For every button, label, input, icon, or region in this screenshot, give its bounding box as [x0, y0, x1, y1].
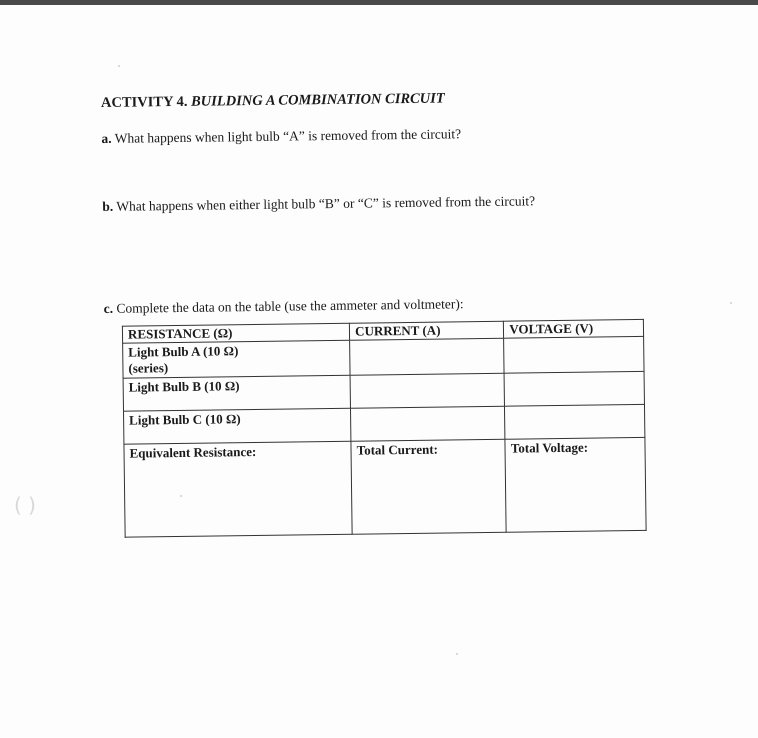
- question-text: Complete the data on the table (use the ammeter and voltmeter):: [116, 296, 464, 316]
- question-c: [104, 296, 464, 317]
- activity-heading: [101, 90, 445, 111]
- bulb-a-label: Light Bulb A (10 Ω): [128, 343, 239, 360]
- question-letter: a.: [101, 130, 112, 146]
- voltage-cell[interactable]: [504, 371, 644, 406]
- bulb-c-label: Light Bulb C (10 Ω): [124, 408, 352, 444]
- activity-title: BUILDING A COMBINATION CIRCUIT: [190, 90, 445, 110]
- question-b: [102, 193, 535, 215]
- activity-number: ACTIVITY 4.: [100, 93, 188, 111]
- question-letter: b.: [102, 198, 114, 214]
- worksheet-page: [0, 5, 758, 737]
- bulb-a-sublabel: (series): [128, 360, 169, 376]
- table-totals-row: [124, 437, 646, 537]
- header-current: CURRENT (A): [350, 321, 504, 340]
- bulb-b-label: Light Bulb B (10 Ω): [123, 375, 351, 411]
- question-a: [101, 126, 461, 147]
- question-letter: c.: [103, 300, 114, 316]
- voltage-cell[interactable]: [504, 336, 644, 373]
- voltage-cell[interactable]: [505, 404, 645, 439]
- total-voltage-cell[interactable]: Total Voltage:: [505, 437, 646, 532]
- circuit-data-table: [122, 319, 647, 538]
- total-current-cell[interactable]: Total Current:: [351, 439, 506, 534]
- equivalent-resistance-cell[interactable]: Equivalent Resistance:: [124, 441, 352, 537]
- row-label-cell: [123, 340, 351, 378]
- current-cell[interactable]: [351, 406, 506, 441]
- current-cell[interactable]: [350, 338, 505, 375]
- question-text: What happens when either light bulb “B” or “C” is removed from the circuit?: [116, 193, 536, 214]
- margin-hole-mark: ( ): [14, 493, 36, 517]
- question-text: What happens when light bulb “A” is removed from the circuit?: [114, 126, 462, 146]
- current-cell[interactable]: [350, 373, 505, 408]
- header-resistance: RESISTANCE (Ω): [122, 323, 349, 343]
- header-voltage: VOLTAGE (V): [504, 319, 644, 338]
